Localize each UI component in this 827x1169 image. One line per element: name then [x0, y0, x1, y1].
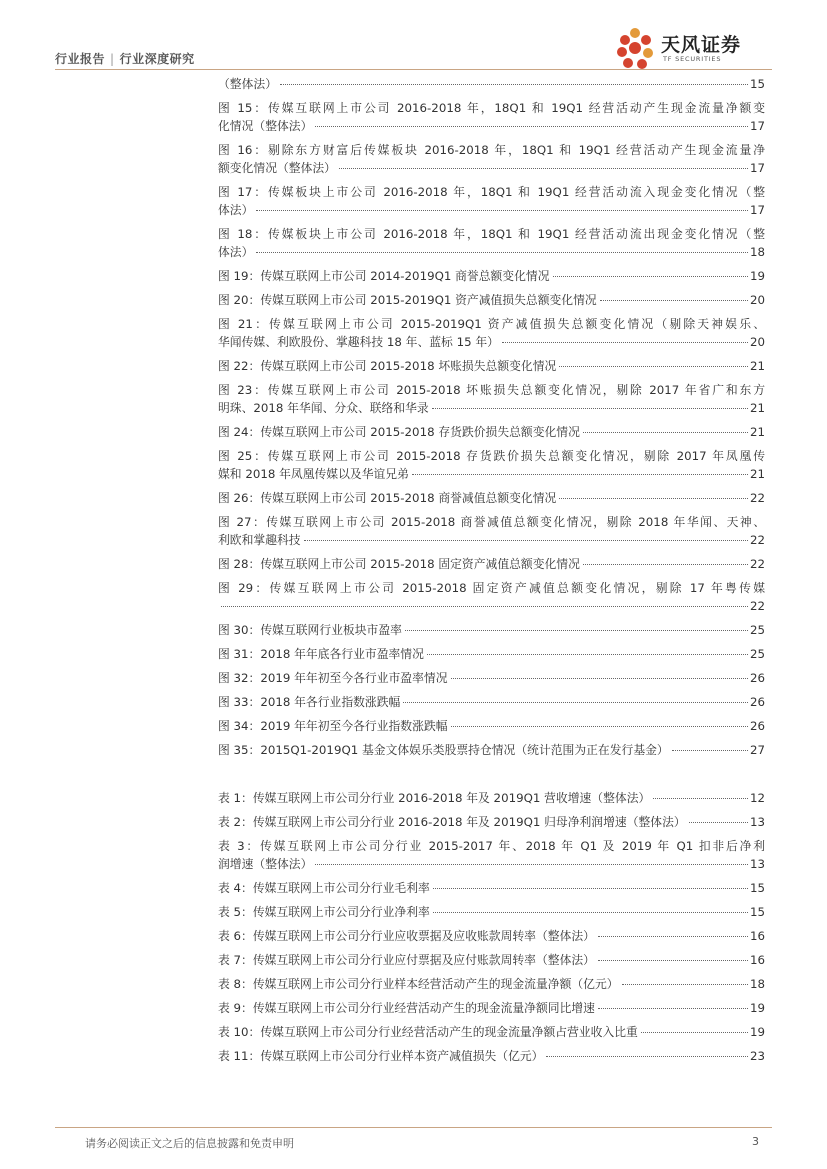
entry-row — [218, 693, 765, 711]
footer-disclaimer: 请务必阅读正文之后的信息披露和免责申明 — [85, 1137, 294, 1150]
entry-page-number: 22 — [749, 533, 765, 547]
entry-title: 利欧和掌趣科技 — [218, 533, 301, 547]
leader-dots — [600, 300, 748, 301]
report-category — [55, 50, 195, 67]
entry-title-line: 图 17：传媒板块上市公司 2016-2018 年，18Q1 和 19Q1 经营活动流入现金变化情况（整 — [218, 185, 765, 199]
entry-title: 表 7：传媒互联网上市公司分行业应付票据及应付账款周转率（整体法） — [218, 953, 595, 967]
figure-entry[interactable] — [218, 183, 765, 219]
entry-page-number: 25 — [749, 623, 765, 637]
entry-row — [218, 531, 765, 549]
entry-title: 体法） — [218, 203, 254, 217]
figure-entry[interactable] — [218, 579, 765, 615]
entry-title: 表 5：传媒互联网上市公司分行业净利率 — [218, 905, 430, 919]
figure-entry[interactable] — [218, 717, 765, 735]
entry-page-number: 16 — [749, 929, 765, 943]
logo-mark-icon — [617, 26, 659, 72]
entry-page-number: 23 — [749, 1049, 765, 1063]
header-divider — [55, 69, 772, 70]
leader-dots — [672, 750, 748, 751]
entry-page-number: 15 — [749, 77, 765, 91]
entry-title: 图 35：2015Q1-2019Q1 基金文体娱乐类股票持仓情况（统计范围为正在发行基金） — [218, 743, 669, 757]
entry-title: 表 8：传媒互联网上市公司分行业样本经营活动产生的现金流量净额（亿元） — [218, 977, 619, 991]
entry-page-number: 19 — [749, 1025, 765, 1039]
entry-title-line: 图 15：传媒互联网上市公司 2016-2018 年，18Q1 和 19Q1 经营活动产生现金流量净额变 — [218, 101, 765, 115]
entry-row — [218, 927, 765, 945]
entry-page-number: 16 — [749, 953, 765, 967]
leader-dots — [221, 606, 748, 607]
entry-row — [218, 201, 765, 219]
leader-dots — [653, 798, 748, 799]
leader-dots — [280, 84, 748, 85]
entry-row — [218, 1047, 765, 1065]
entry-title-line: 图 27：传媒互联网上市公司 2015-2018 商誉减值总额变化情况，剔除 2018 年华闻、天神、 — [218, 515, 765, 529]
entry-row — [218, 597, 765, 615]
entry-page-number: 26 — [749, 671, 765, 685]
figure-entry[interactable] — [218, 315, 765, 351]
figure-entry[interactable] — [218, 693, 765, 711]
entry-page-number: 25 — [749, 647, 765, 661]
leader-dots — [583, 564, 748, 565]
leader-dots — [502, 342, 748, 343]
entry-title: 图 34：2019 年年初至今各行业指数涨跌幅 — [218, 719, 448, 733]
table-entry[interactable] — [218, 1047, 765, 1065]
entry-page-number: 17 — [749, 119, 765, 133]
entry-title: 图 33：2018 年各行业指数涨跌幅 — [218, 695, 401, 709]
entry-title-line: 图 18：传媒板块上市公司 2016-2018 年，18Q1 和 19Q1 经营活动流出现金变化情况（整 — [218, 227, 765, 241]
entry-row — [218, 555, 765, 573]
entry-page-number: 19 — [749, 1001, 765, 1015]
entry-page-number: 18 — [749, 245, 765, 259]
leader-dots — [622, 984, 748, 985]
entry-title: 图 28：传媒互联网上市公司 2015-2018 固定资产减值总额变化情况 — [218, 557, 580, 571]
entry-page-number: 26 — [749, 695, 765, 709]
entry-row — [218, 117, 765, 135]
entry-title: 华闻传媒、利欧股份、掌趣科技 18 年、蓝标 15 年） — [218, 335, 499, 349]
entry-row — [218, 789, 765, 807]
leader-dots — [427, 654, 748, 655]
entry-row — [218, 999, 765, 1017]
entry-title: 图 26：传媒互联网上市公司 2015-2018 商誉减值总额变化情况 — [218, 491, 557, 505]
figure-entry[interactable] — [218, 291, 765, 309]
figure-entry[interactable] — [218, 381, 765, 417]
entry-title: 表 2：传媒互联网上市公司分行业 2016-2018 年及 2019Q1 归母净利润增速（整体法） — [218, 815, 686, 829]
entry-page-number: 21 — [749, 401, 765, 415]
entry-page-number: 17 — [749, 161, 765, 175]
entry-row — [218, 621, 765, 639]
entry-title: 表 1：传媒互联网上市公司分行业 2016-2018 年及 2019Q1 营收增速（整体法） — [218, 791, 651, 805]
entry-page-number: 21 — [749, 425, 765, 439]
entry-title: 图 22：传媒互联网上市公司 2015-2018 坏账损失总额变化情况 — [218, 359, 557, 373]
entry-page-number: 13 — [749, 857, 765, 871]
leader-dots — [598, 1008, 748, 1009]
entry-title: 额变化情况（整体法） — [218, 161, 336, 175]
entry-row — [218, 741, 765, 759]
table-entry[interactable] — [218, 927, 765, 945]
leader-dots — [433, 888, 748, 889]
entry-title: 润增速（整体法） — [218, 857, 313, 871]
figure-entry[interactable] — [218, 99, 765, 135]
leader-dots — [559, 366, 748, 367]
entry-title-line: 图 21：传媒互联网上市公司 2015-2019Q1 资产减值损失总额变化情况（剔除天神娱乐、 — [218, 317, 765, 331]
entry-title: 表 4：传媒互联网上市公司分行业毛利率 — [218, 881, 430, 895]
entry-page-number: 27 — [749, 743, 765, 757]
entry-title: 图 24：传媒互联网上市公司 2015-2018 存货跌价损失总额变化情况 — [218, 425, 580, 439]
separator: | — [110, 52, 115, 66]
figure-entry[interactable] — [218, 741, 765, 759]
leader-dots — [598, 960, 748, 961]
leader-dots — [583, 432, 748, 433]
entry-title: 化情况（整体法） — [218, 119, 313, 133]
entry-row — [218, 75, 765, 93]
entry-row — [218, 243, 765, 261]
table-of-contents — [218, 75, 765, 1071]
figure-entry[interactable] — [218, 489, 765, 507]
page-number: 3 — [752, 1135, 759, 1148]
table-entry[interactable] — [218, 1023, 765, 1041]
table-entry[interactable] — [218, 999, 765, 1017]
entry-title: 表 9：传媒互联网上市公司分行业经营活动产生的现金流量净额同比增速 — [218, 1001, 595, 1015]
entry-title: 图 19：传媒互联网上市公司 2014-2019Q1 商誉总额变化情况 — [218, 269, 550, 283]
table-entry[interactable] — [218, 951, 765, 969]
leader-dots — [403, 702, 748, 703]
figure-entry[interactable] — [218, 141, 765, 177]
entry-title-line: 图 29：传媒互联网上市公司 2015-2018 固定资产减值总额变化情况，剔除 17 年粤传媒 — [218, 581, 765, 595]
entry-title: 表 6：传媒互联网上市公司分行业应收票据及应收账款周转率（整体法） — [218, 929, 595, 943]
leader-dots — [433, 912, 748, 913]
figure-list — [218, 75, 765, 759]
entry-row — [218, 1023, 765, 1041]
entry-row — [218, 357, 765, 375]
entry-row — [218, 903, 765, 921]
entry-row — [218, 669, 765, 687]
table-list — [218, 789, 765, 1065]
figure-entry[interactable] — [218, 447, 765, 483]
entry-page-number: 15 — [749, 881, 765, 895]
entry-title-line: 表 3：传媒互联网上市公司分行业 2015-2017 年、2018 年 Q1 及 2019 年 Q1 扣非后净利 — [218, 839, 765, 853]
table-entry[interactable] — [218, 903, 765, 921]
leader-dots — [451, 726, 748, 727]
entry-page-number: 21 — [749, 359, 765, 373]
entry-title: 体法） — [218, 245, 254, 259]
leader-dots — [689, 822, 748, 823]
entry-row — [218, 291, 765, 309]
table-entry[interactable] — [218, 789, 765, 807]
table-entry[interactable] — [218, 975, 765, 993]
entry-page-number: 18 — [749, 977, 765, 991]
entry-page-number: 21 — [749, 467, 765, 481]
leader-dots — [553, 276, 748, 277]
entry-row — [218, 399, 765, 417]
entry-title: （整体法） — [218, 77, 277, 91]
entry-row — [218, 951, 765, 969]
entry-page-number: 22 — [749, 491, 765, 505]
leader-dots — [546, 1056, 748, 1057]
figure-entry[interactable] — [218, 645, 765, 663]
entry-page-number: 26 — [749, 719, 765, 733]
entry-row — [218, 717, 765, 735]
leader-dots — [641, 1032, 748, 1033]
leader-dots — [451, 678, 748, 679]
entry-title: 图 20：传媒互联网上市公司 2015-2019Q1 资产减值损失总额变化情况 — [218, 293, 597, 307]
leader-dots — [304, 540, 748, 541]
entry-page-number: 20 — [749, 335, 765, 349]
leader-dots — [432, 408, 748, 409]
entry-title-line: 图 16：剔除东方财富后传媒板块 2016-2018 年，18Q1 和 19Q1 经营活动产生现金流量净 — [218, 143, 765, 157]
leader-dots — [256, 210, 748, 211]
entry-page-number: 15 — [749, 905, 765, 919]
entry-title: 图 32：2019 年年初至今各行业市盈率情况 — [218, 671, 448, 685]
entry-row — [218, 267, 765, 285]
figure-entry[interactable] — [218, 669, 765, 687]
footer-divider — [55, 1127, 772, 1128]
figure-entry[interactable] — [218, 225, 765, 261]
entry-row — [218, 855, 765, 873]
entry-title: 表 11：传媒互联网上市公司分行业样本资产减值损失（亿元） — [218, 1049, 544, 1063]
figure-entry[interactable] — [218, 267, 765, 285]
category-label: 行业报告 — [55, 52, 106, 66]
entry-row — [218, 975, 765, 993]
table-entry[interactable] — [218, 879, 765, 897]
leader-dots — [315, 126, 748, 127]
figure-entry[interactable] — [218, 357, 765, 375]
figure-entry[interactable] — [218, 75, 765, 93]
leader-dots — [315, 864, 748, 865]
tf-securities-logo — [617, 26, 757, 72]
entry-row — [218, 423, 765, 441]
entry-row — [218, 645, 765, 663]
entry-title: 图 31：2018 年年底各行业市盈率情况 — [218, 647, 424, 661]
entry-page-number: 12 — [749, 791, 765, 805]
leader-dots — [339, 168, 748, 169]
leader-dots — [405, 630, 748, 631]
figure-entry[interactable] — [218, 621, 765, 639]
entry-page-number: 13 — [749, 815, 765, 829]
leader-dots — [559, 498, 748, 499]
figure-entry[interactable] — [218, 423, 765, 441]
entry-row — [218, 333, 765, 351]
entry-title: 明珠、2018 年华闻、分众、联络和华录 — [218, 401, 429, 415]
table-entry[interactable] — [218, 813, 765, 831]
entry-page-number: 19 — [749, 269, 765, 283]
entry-title: 媒和 2018 年凤凰传媒以及华谊兄弟 — [218, 467, 409, 481]
entry-title-line: 图 25：传媒互联网上市公司 2015-2018 存货跌价损失总额变化情况，剔除 2017 年凤凰传 — [218, 449, 765, 463]
logo-english-name: TF SECURITIES — [663, 55, 722, 63]
entry-page-number: 22 — [749, 557, 765, 571]
entry-page-number: 20 — [749, 293, 765, 307]
figure-entry[interactable] — [218, 555, 765, 573]
entry-page-number: 17 — [749, 203, 765, 217]
entry-title: 图 30：传媒互联网行业板块市盈率 — [218, 623, 402, 637]
entry-page-number: 22 — [749, 599, 765, 613]
entry-title: 表 10：传媒互联网上市公司分行业经营活动产生的现金流量净额占营业收入比重 — [218, 1025, 638, 1039]
figure-entry[interactable] — [218, 513, 765, 549]
logo-chinese-name: 天风证券 — [661, 34, 742, 56]
table-entry[interactable] — [218, 837, 765, 873]
entry-row — [218, 465, 765, 483]
entry-row — [218, 813, 765, 831]
entry-row — [218, 489, 765, 507]
leader-dots — [412, 474, 748, 475]
entry-row — [218, 879, 765, 897]
subcategory-label: 行业深度研究 — [119, 52, 195, 66]
leader-dots — [256, 252, 748, 253]
entry-row — [218, 159, 765, 177]
leader-dots — [598, 936, 748, 937]
section-gap — [218, 765, 765, 789]
entry-title-line: 图 23：传媒互联网上市公司 2015-2018 坏账损失总额变化情况，剔除 2017 年省广和东方 — [218, 383, 765, 397]
